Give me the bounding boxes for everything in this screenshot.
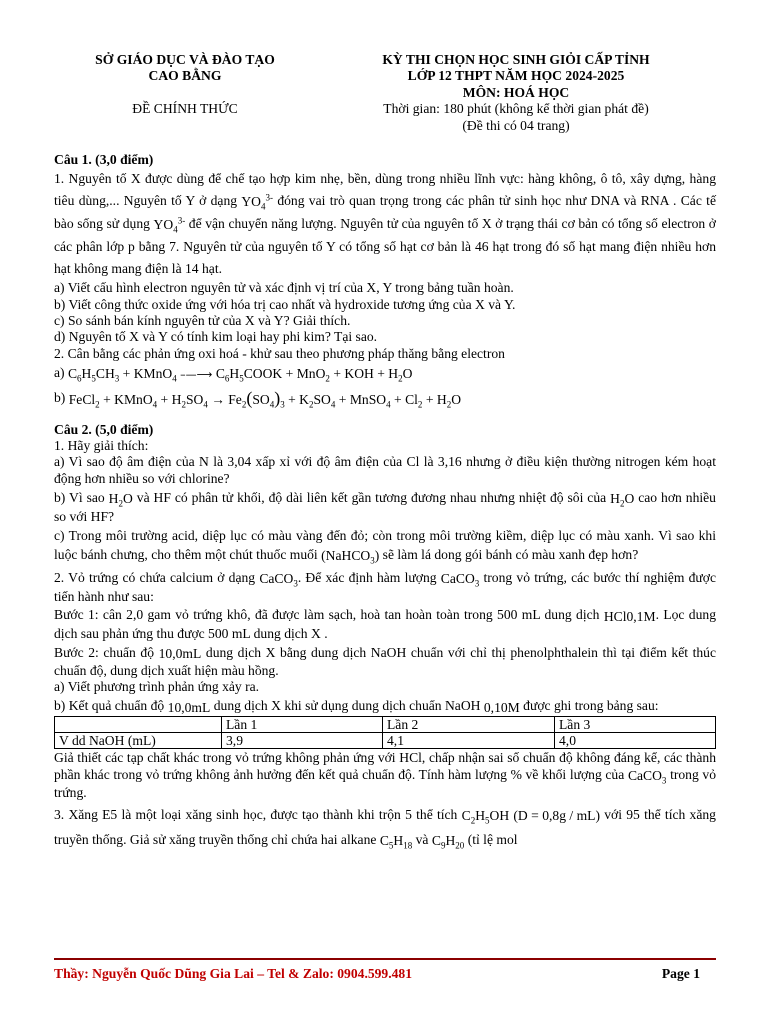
exam-duration: Thời gian: 180 phút (không kể thời gian phát đề) [383, 101, 649, 117]
formula-caco3: CaCO$_3$ [440, 571, 480, 590]
step-1: Bước 1: cân 2,0 gam vỏ trứng khô, đã được làm sạch, hoà tan hoàn toàn trong 500 mL dung dịch HCl0,1M. Lọc dung dịch sau phản ứng thu được 500 mL dung dịch X . [54, 607, 716, 641]
formula-ethanol: $C_2H_5OH$ [461, 808, 510, 826]
question-1-intro: 1. Nguyên tố X được dùng để chế tạo hợp kim nhẹ, bền, dùng trong nhiều lĩnh vực: hàng không, ô tô, xây dựng, hàng tiêu dùng,... Nguyên tố Y ở dạng $YO_4^{3-}$ đóng vai trò quan trọng trong các phân tử sinh học như DNA và RNA . Các tế bào sống sử dụng $YO_4^{3-}$ để vận chuyển năng lượng. Nguyên tử của nguyên tố X ở trạng thái cơ bản có tổng số electron ở các phân lớp p bằng 7. Nguyên tử của nguyên tố Y có tổng số hạt cơ bản là 46 hạt trong đó số hạt mang điện nhiều hơn hạt không mang điện là 14 hạt. [54, 171, 716, 277]
question-2-title: Câu 2. (5,0 điểm) [54, 421, 154, 437]
volume-10ml: 10,0mL [158, 646, 202, 662]
question-2-1c: c) Trong môi trường acid, diệp lục có màu vàng đến đỏ; còn trong môi trường kiềm, diệp lục có màu xanh. Vì sao khi luộc bánh chưng, cho thêm một chút thuốc muối (NaHCO$_3$) sẽ làm lá dong gói bánh có màu xanh đẹp hơn? [54, 528, 716, 567]
official-label: ĐỀ CHÍNH THỨC [132, 100, 238, 116]
table-header-cell: Lần 1 [222, 716, 383, 732]
naoh-concentration: 0,10M [483, 699, 520, 715]
formula-nahco3: (NaHCO$_3$) [321, 548, 380, 567]
page-count-note: (Đề thi có 04 trang) [462, 117, 570, 133]
page-number: Page 1 [661, 966, 700, 981]
question-1b: b) Viết công thức oxide ứng với hóa trị cao nhất và hydroxide tương ứng của X và Y. [54, 296, 516, 312]
equation-a-formula: $C_6H_5CH_3$ + KMnO$_4$ –—⟶ $C_6H_5COOK + MnO_2$ + KOH + $H_2O$ [67, 365, 413, 384]
formula-caco3: CaCO$_3$ [259, 571, 298, 590]
step-2: Bước 2: chuẩn độ 10,0mL dung dịch X bằng dung dịch NaOH chuẩn với chỉ thị phenolphthalein thì tại điểm kết thúc chuẩn độ, dung dịch xuất hiện màu hồng. [54, 644, 716, 679]
table-header-cell: Lần 3 [555, 716, 716, 732]
question-2-part1: 1. Hãy giải thích: [54, 437, 149, 453]
formula-h2o: $H_2O$ [108, 491, 133, 509]
question-1a: a) Viết cấu hình electron nguyên tử và xác định vị trí của X, Y trong bảng tuần hoàn. [54, 280, 514, 296]
question-1c: c) So sánh bán kính nguyên tử của X và Y? Giải thích. [54, 312, 351, 328]
equation-b: b) FeCl$_2$ + KMnO$_4$ + $H_2SO_4 \to Fe_2(SO_4)_3 + K_2SO_4$ + MnSO$_4$ + $Cl_2 + H_2O$ [54, 386, 716, 412]
page-footer [54, 958, 716, 986]
header-right [316, 52, 716, 134]
question-1-title: Câu 1. (3,0 điểm) [54, 152, 154, 167]
table-header-row [55, 716, 716, 732]
table-header-cell [55, 716, 222, 732]
titration-table [54, 716, 716, 749]
formula-hcl-concentration: HCl0,1M [603, 608, 656, 624]
table-cell: V dd NaOH (mL) [55, 732, 222, 748]
grade-year: LỚP 12 THPT NĂM HỌC 2024-2025 [407, 68, 625, 84]
exam-name: KỲ THI CHỌN HỌC SINH GIỎI CẤP TỈNH [382, 52, 650, 67]
department-name: SỞ GIÁO DỤC VÀ ĐÀO TẠO [95, 52, 275, 67]
table-header-cell: Lần 2 [383, 716, 555, 732]
header-left [54, 52, 316, 117]
table-row [55, 732, 716, 748]
formula-c5h18: $C_5H_{18}$ [379, 832, 413, 851]
equation-a: a) $C_6H_5CH_3$ + KMnO$_4$ –—⟶ $C_6H_5COOK + MnO_2$ + KOH + $H_2O$ [54, 362, 716, 385]
formula-yo4-3minus: $YO_4^{3-}$ [241, 192, 273, 212]
assumption-paragraph: Giả thiết các tạp chất khác trong vỏ trứng không phản ứng với HCl, chấp nhận sai số chuẩn độ không đáng kể, các thành phần khác trong vỏ trứng không ảnh hưởng đến kết quả chuẩn độ. Tính hàm lượng % về khối lượng của CaCO$_3$ trong vỏ trứng. [54, 749, 717, 801]
question-2-2b: b) Kết quả chuẩn độ 10,0mL dung dịch X khi sử dụng dung dịch chuẩn NaOH 0,10M được ghi trong bảng sau: [54, 698, 659, 715]
question-1-part2: 2. Cân bằng các phản ứng oxi hoá - khử sau theo phương pháp thăng bằng electron [54, 345, 505, 361]
table-cell: 4,1 [383, 732, 555, 748]
table-cell: 4,0 [555, 732, 716, 748]
formula-h2o: $H_2O$ [610, 491, 635, 509]
question-2-part2: 2. Vỏ trứng có chứa calcium ở dạng CaCO$_3$. Để xác định hàm lượng CaCO$_3$ trong vỏ trứng, các bước thí nghiệm được tiến hành như sau: [54, 570, 717, 605]
formula-caco3: CaCO$_3$ [627, 768, 667, 786]
question-1d: d) Nguyên tố X và Y có tính kim loại hay phi kim? Tại sao. [54, 329, 378, 345]
question-2-1a: a) Vì sao độ âm điện của N là 3,04 xấp xỉ với độ âm điện của Cl là 3,16 nhưng ở điều kiện thường nitrogen kém hoạt động hơn nhiều so với chlorine? [54, 454, 716, 486]
ethanol-density: (D = 0,8g / mL) [513, 808, 600, 824]
province-name: CAO BẰNG [148, 68, 222, 84]
equation-b-formula: FeCl$_2$ + KMnO$_4$ + $H_2SO_4 \to Fe_2(SO_4)_3 + K_2SO_4$ + MnSO$_4$ + $Cl_2 + H_2O$ [68, 387, 462, 410]
table-cell: 3,9 [222, 732, 383, 748]
question-2-part3: 3. Xăng E5 là một loại xăng sinh học, được tạo thành khi trộn 5 thể tích $C_2H_5OH$ (D = 0,8g / mL) với 95 thể tích xăng truyền thống. Giả sử xăng truyền thống chỉ chứa hai alkane $C_5H_{18}$ và $C_9H_{20}$ (tỉ lệ mol [54, 803, 716, 853]
footer-author: Thầy: Nguyễn Quốc Dũng Gia Lai – Tel & Zalo: 0904.599.481 [54, 966, 413, 981]
question-2-1b: b) Vì sao $H_2O$ và HF có phân tử khối, độ dài liên kết gần tương đương nhau nhưng nhiệt độ sôi của $H_2O$ cao hơn nhiều so với HF? [54, 490, 716, 525]
exam-content [54, 152, 716, 853]
formula-yo4-3minus: $YO_4^{3-}$ [153, 215, 186, 235]
question-2-2a: a) Viết phương trình phản ứng xảy ra. [54, 679, 260, 695]
formula-c9h20: $C_9H_{20}$ [431, 832, 465, 851]
subject: MÔN: HOÁ HỌC [462, 84, 570, 100]
volume-10ml: 10,0mL [167, 699, 211, 715]
